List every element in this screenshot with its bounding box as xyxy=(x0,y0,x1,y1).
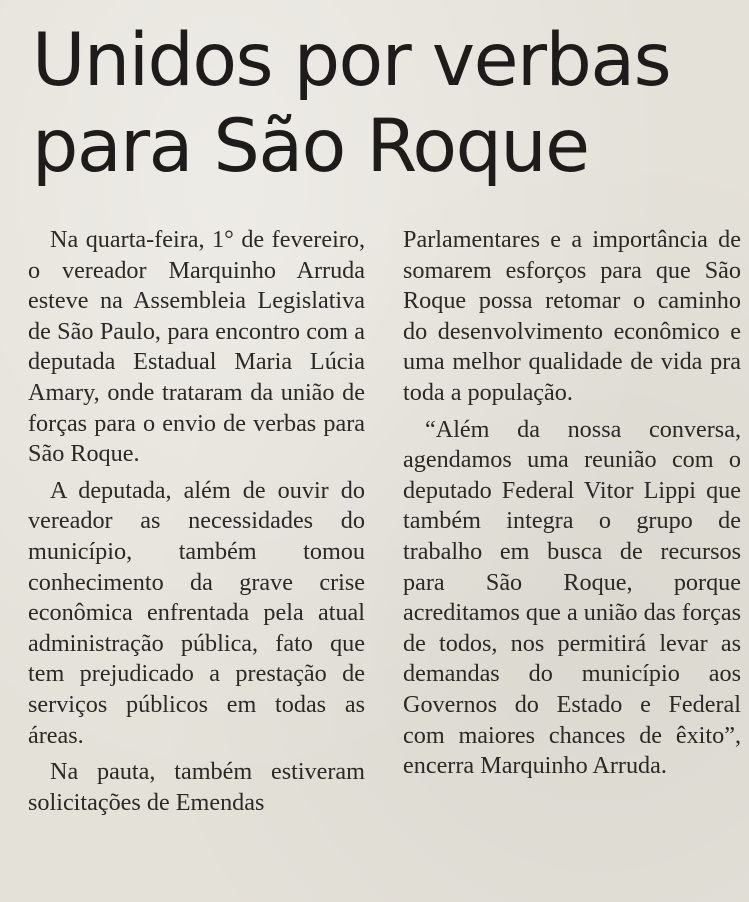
paragraph-4-quote: “Além da nossa conversa, agendamos uma reunião com o deputado Federal Vitor Lippi que também integra o grupo de trabalho em busca de recursos para São Roque, porque acreditamos que a união das forças de todos, nos permitirá levar as demandas do município aos Governos do Estado e Federal com maiores chances de êxito”, encerra Marquinho Arruda. xyxy=(403,415,741,780)
article-column-right xyxy=(403,225,741,788)
headline-line-2: para São Roque xyxy=(32,104,589,189)
paragraph-2: A deputada, além de ouvir do vereador as necessidades do município, também tomou conhecimento da grave crise econômica enfrentada pela atual administração pública, fato que tem prejudicado a prestação de serviços públicos em todas as áreas. xyxy=(28,476,365,749)
article-column-left xyxy=(28,225,365,824)
paragraph-1: Na quarta-feira, 1° de fevereiro, o vereador Marquinho Arruda esteve na Assembleia Legislativa de São Paulo, para encontro com a deputada Estadual Maria Lúcia Amary, onde trataram da união de forças para o envio de verbas para São Roque. xyxy=(28,226,365,468)
paragraph-3-continued: Parlamentares e a importância de somarem esforços para que São Roque possa retomar o caminho do desenvolvimento econômico e uma melhor qualidade de vida pra toda a população. xyxy=(403,226,741,406)
paragraph-3: Na pauta, também estiveram solicitações de Emendas xyxy=(28,758,365,816)
headline-line-1: Unidos por verbas xyxy=(32,18,671,103)
headline xyxy=(32,18,732,190)
